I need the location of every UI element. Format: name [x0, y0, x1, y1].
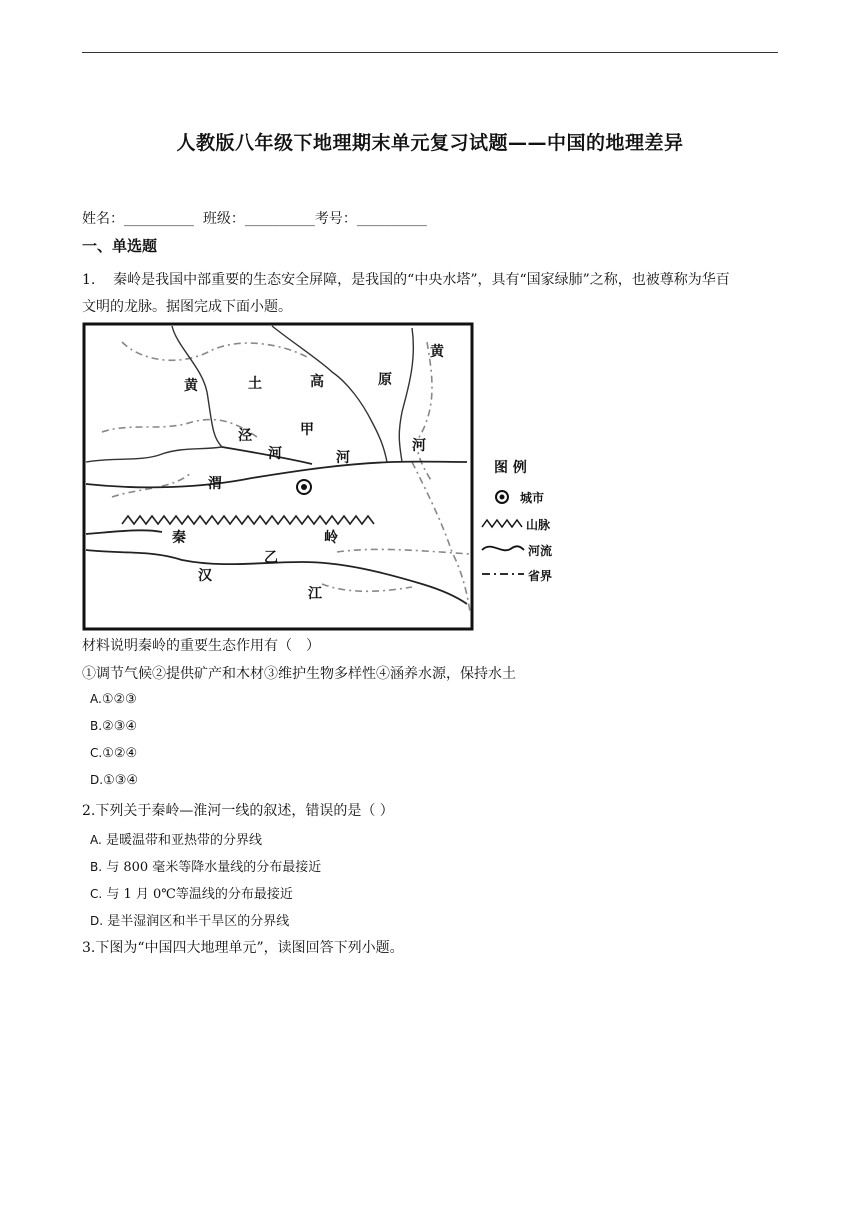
q1-choice-c-label: C. [90, 746, 103, 760]
legend-title: 图 例 [494, 460, 527, 476]
exam-no-blank[interactable]: __________ [356, 211, 427, 227]
qinling-map [82, 322, 562, 632]
question-1-text [82, 270, 782, 290]
name-blank[interactable]: __________ [124, 211, 194, 227]
map-label-he-right: 河 [412, 438, 426, 454]
q2-choice-d-label: D. [90, 914, 104, 928]
map-label-he-1: 河 [268, 446, 282, 462]
legend-river-label: 河流 [528, 544, 553, 558]
q2-choice-b-text: 与 800 毫米等降水量线的分布最接近 [106, 860, 322, 875]
map-label-yi: 乙 [264, 550, 278, 566]
map-label-wei: 渭 [208, 476, 222, 492]
q2-choice-b[interactable] [90, 856, 321, 875]
q1-choice-d-label: D. [90, 773, 104, 787]
map-label-huang-river: 黄 [430, 344, 444, 360]
q1-choice-a-label: A. [90, 692, 102, 706]
q1-choice-b-text: ②③④ [102, 719, 138, 734]
question-2-text: 2.下列关于秦岭—淮河一线的叙述，错误的是（ ） [82, 803, 394, 819]
legend-mountain-icon [482, 520, 522, 527]
q1-choice-a-text: ①②③ [101, 692, 137, 707]
q1-choice-b-label: B. [90, 719, 103, 733]
map-label-jia: 甲 [300, 422, 314, 438]
map-label-tu: 土 [248, 376, 262, 392]
legend-river-icon [482, 546, 524, 550]
q2-choice-c-text: 与 1 月 0℃等温线的分布最接近 [106, 887, 293, 902]
q1-choice-b[interactable] [90, 719, 137, 734]
q2-choice-a-text: 是暖温带和亚热带的分界线 [105, 833, 262, 848]
question-3-text: 3.下图为“中国四大地理单元”，读图回答下列小题。 [82, 940, 404, 956]
header-rule [82, 52, 778, 53]
map-label-he-2: 河 [336, 450, 350, 466]
q2-choice-b-label: B. [90, 860, 103, 874]
q2-choice-c-label: C. [90, 887, 103, 901]
q2-choice-a-label: A. [90, 833, 102, 847]
city-marker [297, 480, 311, 494]
map-label-jiang: 江 [308, 586, 322, 602]
map-label-yuan: 原 [378, 372, 392, 388]
question-1-number: 1. [82, 272, 96, 288]
map-label-qin: 秦 [172, 530, 186, 546]
name-label: 姓名： [82, 211, 124, 227]
map-label-han: 汉 [198, 568, 212, 584]
q1-choice-d-text: ①③④ [103, 773, 139, 788]
question-1-stem: 材料说明秦岭的重要生态作用有（ ） [82, 638, 320, 654]
q2-choice-d[interactable] [90, 910, 289, 929]
section-title: 一、单选题 [82, 237, 158, 255]
student-info-line [82, 208, 427, 228]
class-label: 班级： [202, 211, 245, 227]
question-1-statements: ①调节气候②提供矿产和木材③维护生物多样性④涵养水源，保持水土 [82, 666, 516, 682]
legend-border-label: 省界 [528, 569, 553, 583]
map-label-huang: 黄 [184, 378, 198, 394]
map-label-gao: 高 [310, 374, 324, 390]
page-title: 人教版八年级下地理期末单元复习试题——中国的地理差异 [176, 132, 684, 154]
map-label-ling: 岭 [324, 530, 338, 546]
q1-choice-c-text: ①②④ [102, 746, 138, 761]
map-frame [84, 324, 472, 629]
map-label-jing: 泾 [238, 428, 252, 444]
q2-choice-d-text: 是半湿润区和半干旱区的分界线 [107, 914, 290, 929]
class-blank[interactable]: __________ [244, 211, 315, 227]
question-1-body: 秦岭是我国中部重要的生态安全屏障，是我国的“中央水塔”，具有“国家绿肺”之称，也被尊称为华百 [113, 272, 730, 288]
q1-choice-a[interactable] [90, 692, 137, 707]
map-legend [482, 459, 552, 583]
exam-no-label: 考号： [314, 211, 357, 227]
question-1-text-cont: 文明的龙脉。据图完成下面小题。 [82, 299, 292, 315]
q2-choice-c[interactable] [90, 883, 293, 902]
q1-choice-d[interactable] [90, 773, 138, 788]
q2-choice-a[interactable] [90, 829, 262, 848]
legend-city-label: 城市 [520, 491, 545, 505]
q1-choice-c[interactable] [90, 746, 137, 761]
legend-mountain-label: 山脉 [526, 518, 551, 532]
